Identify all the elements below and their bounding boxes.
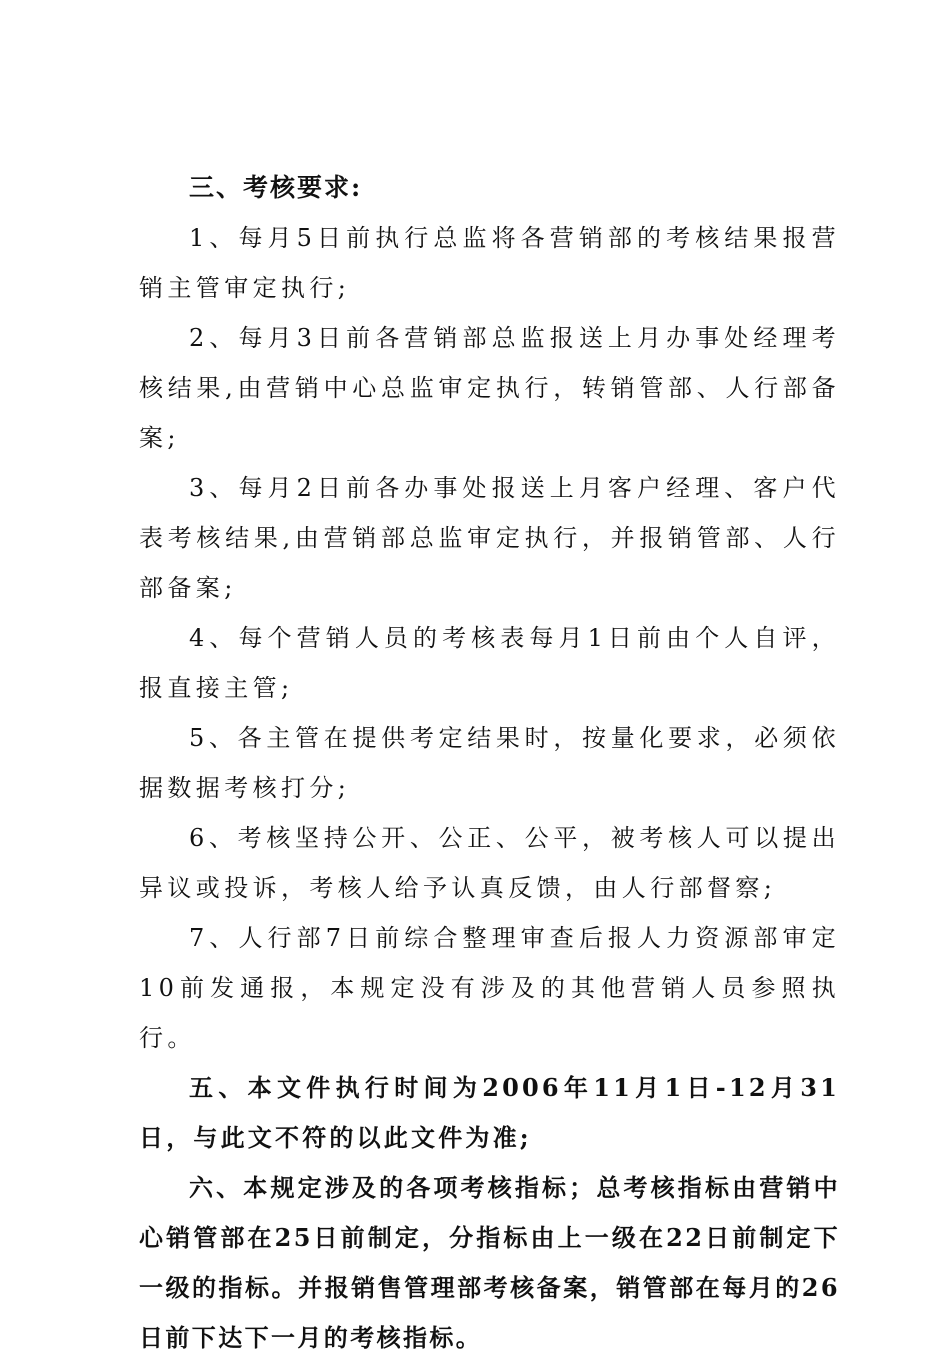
requirement-item-7: 7、人行部7日前综合整理审查后报人力资源部审定10前发通报，本规定没有涉及的其他营销人员参照执行。: [139, 924, 840, 1052]
section-five-paragraph: 五、本文件执行时间为2006年11月1日-12月31日，与此文不符的以此文件为准;: [139, 1073, 840, 1152]
section-title: 三、考核要求:: [189, 173, 363, 202]
requirement-item-6: 6、考核坚持公开、公正、公平，被考核人可以提出异议或投诉，考核人给予认真反馈，由人行部督察;: [139, 824, 840, 902]
requirement-item-1: 1、每月5日前执行总监将各营销部的考核结果报营销主管审定执行;: [139, 224, 840, 302]
section-six-paragraph: 六、本规定涉及的各项考核指标；总考核指标由营销中心销管部在25日前制定，分指标由上一级在22日前制定下一级的指标。并报销售管理部考核备案，销管部在每月的26日前下达下一月的考核指标。: [139, 1173, 840, 1352]
document-body: [139, 163, 840, 1363]
requirement-item-2: 2、每月3日前各营销部总监报送上月办事处经理考核结果,由营销中心总监审定执行，转销管部、人行部备案;: [139, 324, 840, 452]
requirement-item-4: 4、每个营销人员的考核表每月1日前由个人自评，报直接主管;: [139, 624, 840, 702]
requirement-item-5: 5、各主管在提供考定结果时，按量化要求，必须依据数据考核打分;: [139, 724, 840, 802]
requirement-item-3: 3、每月2日前各办事处报送上月客户经理、客户代表考核结果,由营销部总监审定执行，并报销管部、人行部备案;: [139, 474, 840, 602]
